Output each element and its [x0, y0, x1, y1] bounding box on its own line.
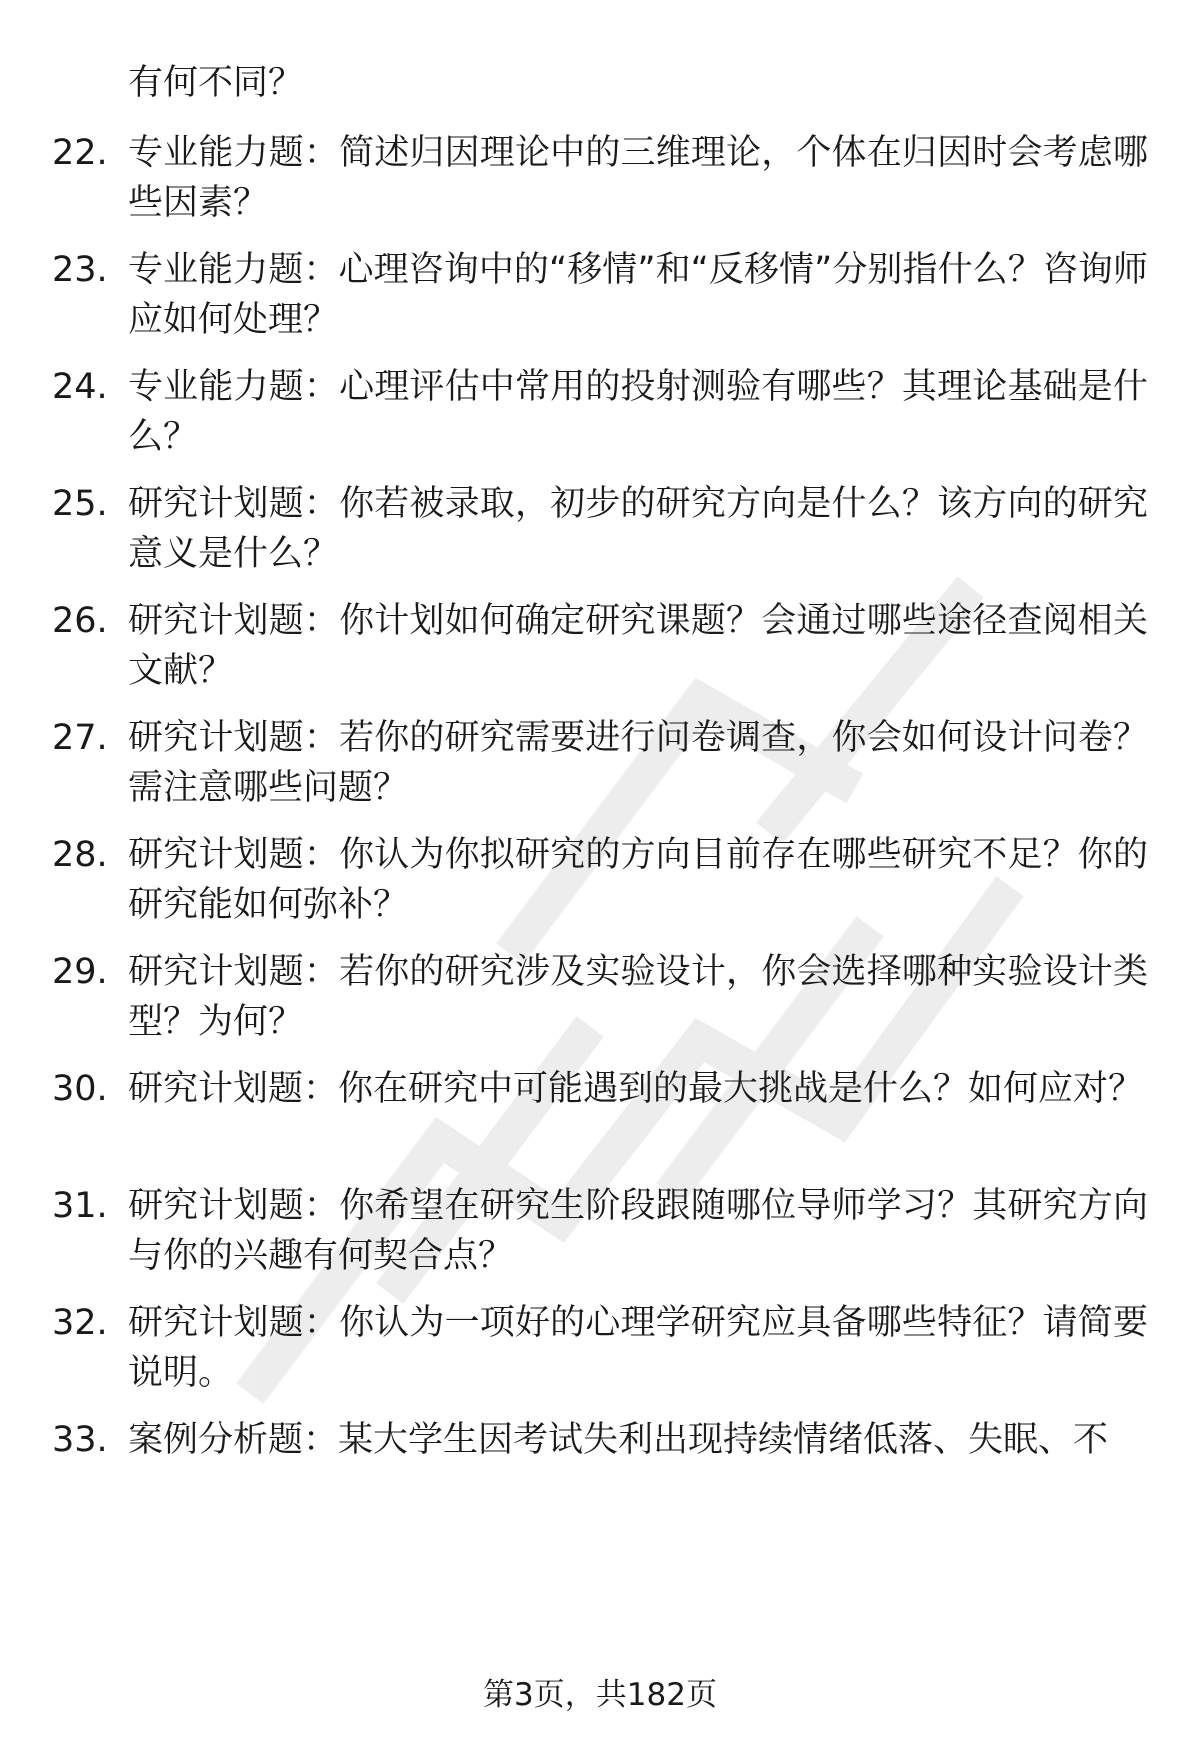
question-text: 研究计划题：你若被录取，初步的研究方向是什么？该方向的研究意义是什么？ [128, 484, 1148, 574]
question-text: 专业能力题：心理评估中常用的投射测验有哪些？其理论基础是什么？ [128, 367, 1148, 457]
question-text: 专业能力题：简述归因理论中的三维理论，个体在归因时会考虑哪些因素？ [128, 133, 1148, 223]
question-number: 32. [52, 1303, 108, 1343]
question-text: 研究计划题：你认为你拟研究的方向目前存在哪些研究不足？你的研究能如何弥补？ [128, 835, 1148, 925]
question-number: 23. [52, 250, 108, 290]
question-number: 26. [52, 601, 108, 641]
question-number: 33. [52, 1420, 108, 1460]
question-number: 28. [52, 835, 108, 875]
question-item [52, 479, 1152, 579]
question-text: 研究计划题：若你的研究需要进行问卷调查，你会如何设计问卷？需注意哪些问题？ [128, 718, 1148, 808]
question-item [52, 947, 1152, 1047]
question-item [52, 596, 1152, 696]
question-number: 22. [52, 133, 108, 173]
question-item [52, 830, 1152, 930]
question-text: 研究计划题：你在研究中可能遇到的最大挑战是什么？如何应对？ [128, 1069, 1144, 1109]
question-item [52, 128, 1152, 228]
question-text: 专业能力题：心理咨询中的“移情”和“反移情”分别指什么？咨询师应如何处理？ [128, 250, 1148, 340]
question-item [52, 362, 1152, 462]
question-number: 29. [52, 952, 108, 992]
question-item [52, 1064, 1152, 1114]
question-number: 30. [52, 1069, 108, 1109]
question-number: 24. [52, 367, 108, 407]
question-text: 研究计划题：你认为一项好的心理学研究应具备哪些特征？请简要说明。 [128, 1303, 1148, 1393]
question-item [52, 713, 1152, 813]
question-item [52, 245, 1152, 345]
page-footer: 第3页，共182页 [483, 1677, 717, 1713]
question-item [52, 1298, 1152, 1398]
question-text: 研究计划题：若你的研究涉及实验设计，你会选择哪种实验设计类型？为何？ [128, 952, 1148, 1042]
question-number: 27. [52, 718, 108, 758]
question-number: 31. [52, 1186, 108, 1226]
question-text: 研究计划题：你希望在研究生阶段跟随哪位导师学习？其研究方向与你的兴趣有何契合点？ [128, 1186, 1148, 1276]
question-text: 研究计划题：你计划如何确定研究课题？会通过哪些途径查阅相关文献？ [128, 601, 1148, 691]
question-text: 案例分析题：某大学生因考试失利出现持续情绪低落、失眠、不 [128, 1420, 1109, 1460]
question-item [52, 1181, 1152, 1281]
question-number: 25. [52, 484, 108, 524]
continuation-text: 有何不同？ [128, 63, 304, 103]
question-item [52, 1415, 1152, 1465]
